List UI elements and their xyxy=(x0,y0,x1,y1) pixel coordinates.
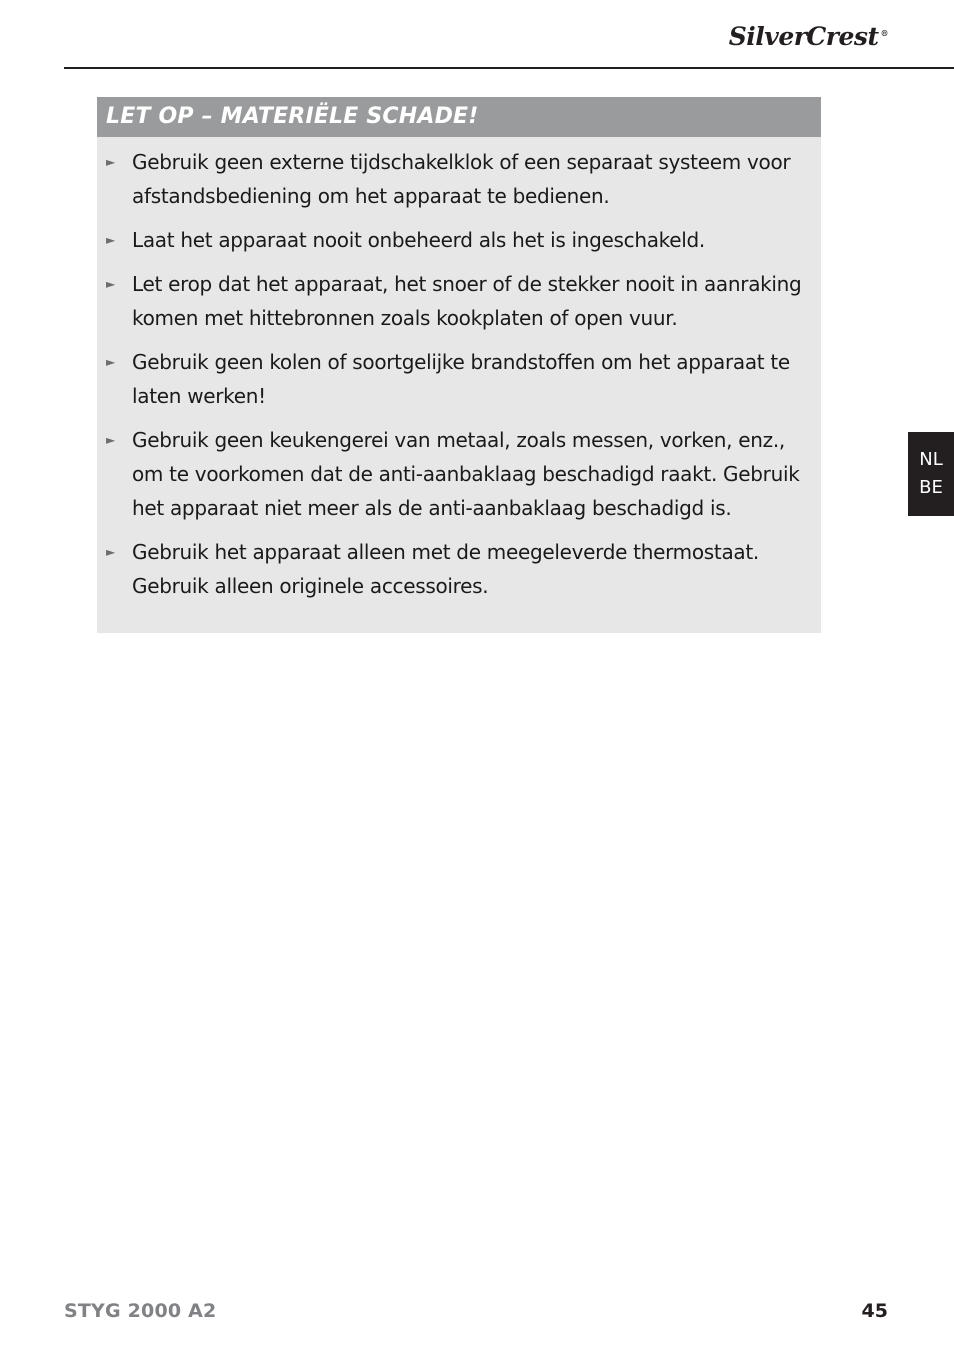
list-item-text: Gebruik geen externe tijdschakelklok of een separaat systeem voor afstandsbediening om het apparaat te bedienen. xyxy=(132,150,791,208)
language-tab xyxy=(908,432,954,516)
bullet-arrow-icon: ► xyxy=(106,277,115,291)
list-item xyxy=(97,223,821,257)
bullet-arrow-icon: ► xyxy=(106,355,115,369)
brand-logo xyxy=(729,22,888,51)
list-item-text: Gebruik geen keukengerei van metaal, zoals messen, vorken, enz., om te voorkomen dat de anti-aanbaklaag beschadigd raakt. Gebruik het apparaat niet meer als de anti-aanbaklaag beschadigd is. xyxy=(132,428,800,520)
brand-logo-text: SilverCrest xyxy=(728,22,879,51)
bullet-arrow-icon: ► xyxy=(106,545,115,559)
bullet-arrow-icon: ► xyxy=(106,433,115,447)
list-item-text: Let erop dat het apparaat, het snoer of de stekker nooit in aanraking komen met hittebronnen zoals kookplaten of open vuur. xyxy=(132,272,802,330)
list-item xyxy=(97,345,821,413)
page-number: 45 xyxy=(861,1300,888,1322)
footer-model-number: STYG 2000 A2 xyxy=(64,1300,217,1322)
list-item xyxy=(97,267,821,335)
list-item xyxy=(97,145,821,213)
list-item xyxy=(97,423,821,525)
warning-box xyxy=(97,97,821,633)
warning-title-bar xyxy=(97,97,821,137)
list-item-text: Gebruik het apparaat alleen met de meegeleverde thermostaat. Gebruik alleen originele accessoires. xyxy=(132,540,759,598)
language-code-nl: NL xyxy=(919,449,943,470)
registered-trademark-mark: ® xyxy=(880,27,888,38)
bullet-arrow-icon: ► xyxy=(106,155,115,169)
list-item-text: Laat het apparaat nooit onbeheerd als het is ingeschakeld. xyxy=(132,228,705,252)
language-code-be: BE xyxy=(919,477,943,498)
list-item-text: Gebruik geen kolen of soortgelijke brandstoffen om het apparaat te laten werken! xyxy=(132,350,790,408)
warning-list xyxy=(97,145,821,613)
list-item xyxy=(97,535,821,603)
header-divider xyxy=(64,67,954,69)
warning-title: LET OP – MATERIËLE SCHADE! xyxy=(106,104,479,129)
bullet-arrow-icon: ► xyxy=(106,233,115,247)
